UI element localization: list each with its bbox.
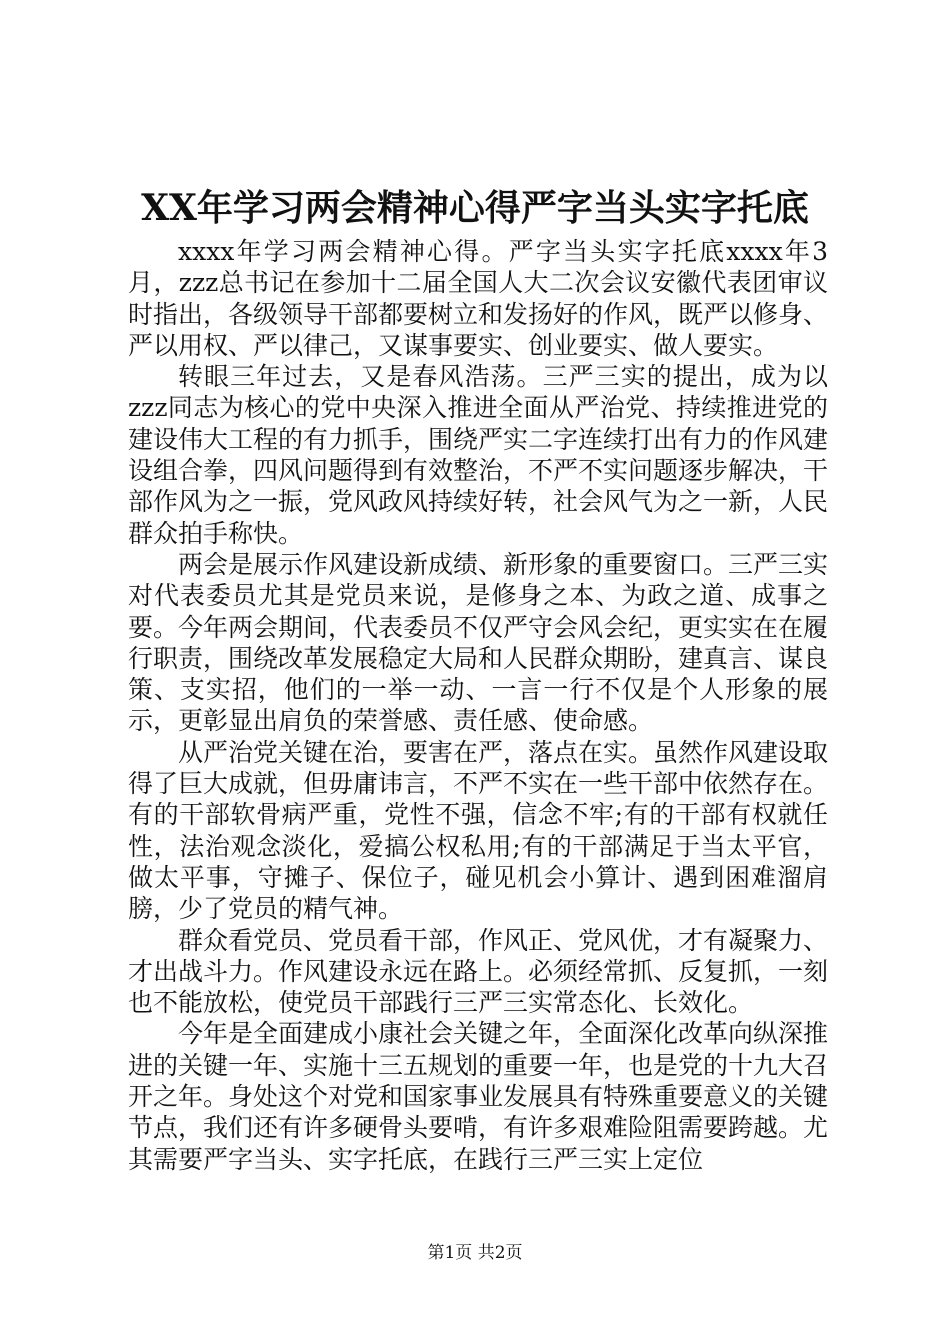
paragraph-3: 两会是展示作风建设新成绩、新形象的重要窗口。三严三实对代表委员尤其是党员来说，是修身之本、为政之道、成事之要。今年两会期间，代表委员不仅严守会风会纪，更实实在在履行职责，围绕改革发展稳定大局和人民群众期盼，建真言、谋良策、支实招，他们的一举一动、一言一行不仅是个人形象的展示，更彰显出肩负的荣誉感、责任感、使命感。 xyxy=(128,549,829,736)
paragraph-1: xxxx年学习两会精神心得。严字当头实字托底xxxx年3月，zzz总书记在参加十二届全国人大二次会议安徽代表团审议时指出，各级领导干部都要树立和发扬好的作风，既严以修身、严以用权、严以律己，又谋事要实、创业要实、做人要实。 xyxy=(128,237,829,360)
document-body xyxy=(128,236,828,1175)
paragraph-6: 今年是全面建成小康社会关键之年，全面深化改革向纵深推进的关键一年、实施十三五规划的重要一年，也是党的十九大召开之年。身处这个对党和国家事业发展具有特殊重要意义的关键节点，我们还有许多硬骨头要啃，有许多艰难险阻需要跨越。尤其需要严字当头、实字托底，在践行三严三实上定位 xyxy=(128,1019,829,1174)
document-title: XX年学习两会精神心得严字当头实字托底 xyxy=(141,187,809,229)
page-number-footer: 第1页 共2页 xyxy=(427,1243,523,1263)
paragraph-5: 群众看党员、党员看干部，作风正、党风优，才有凝聚力、才出战斗力。作风建设永远在路上。必须经常抓、反复抓，一刻也不能放松，使党员干部践行三严三实常态化、长效化。 xyxy=(128,925,829,1018)
paragraph-4: 从严治党关键在治，要害在严，落点在实。虽然作风建设取得了巨大成就，但毋庸讳言，不严不实在一些干部中依然存在。有的干部软骨病严重，党性不强，信念不牢;有的干部有权就任性，法治观念淡化，爱搞公权私用;有的干部满足于当太平官，做太平事，守摊子、保位子，碰见机会小算计、遇到困难溜肩膀，少了党员的精气神。 xyxy=(128,737,829,924)
paragraph-2: 转眼三年过去，又是春风浩荡。三严三实的提出，成为以zzz同志为核心的党中央深入推进全面从严治党、持续推进党的建设伟大工程的有力抓手，围绕严实二字连续打出有力的作风建设组合拳，四风问题得到有效整治，不严不实问题逐步解决，干部作风为之一振，党风政风持续好转，社会风气为之一新，人民群众拍手称快。 xyxy=(128,362,829,548)
